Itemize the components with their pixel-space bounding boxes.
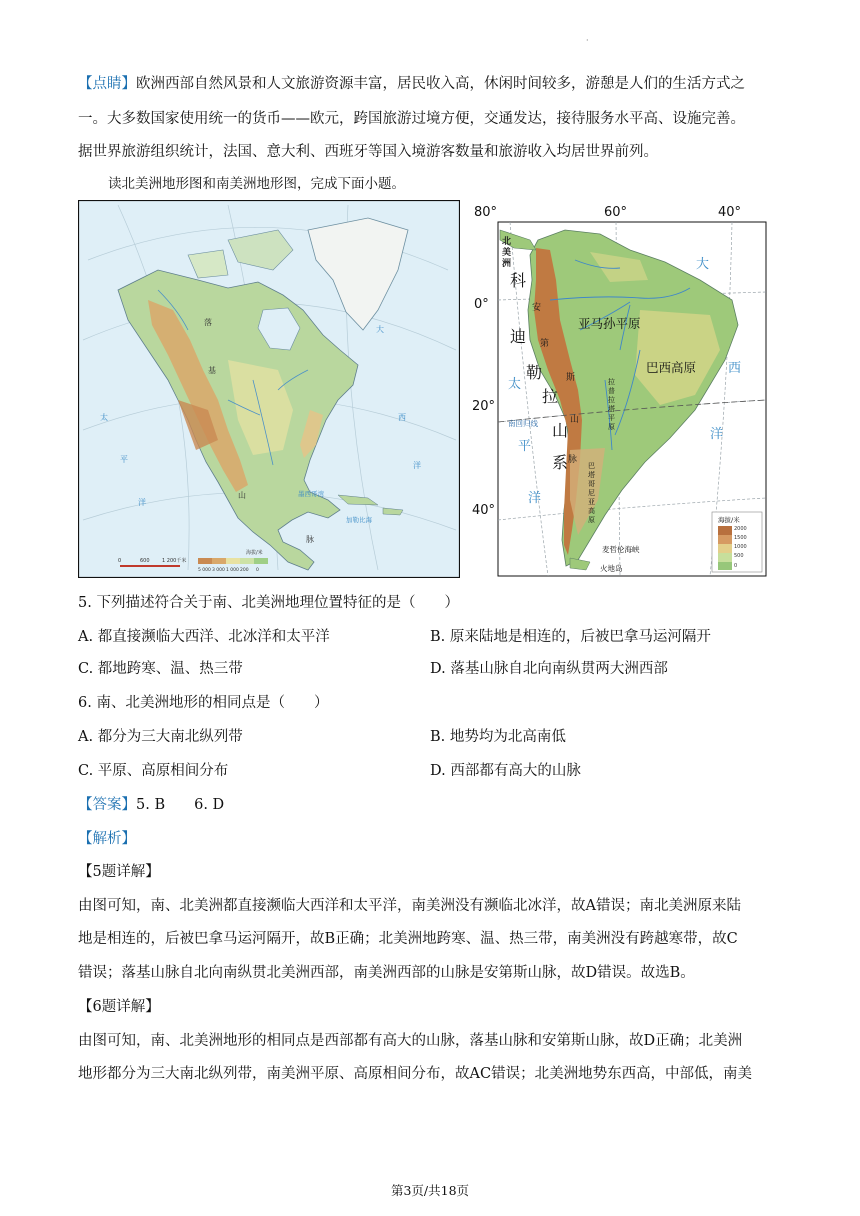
andes-1: 安 — [532, 303, 542, 313]
q6-stem: 6. 南、北美洲地形的相同点是（ ） — [78, 695, 329, 711]
dianjing-line-2: 一。大多数国家使用统一的货币——欧元，跨国旅游过境方便，交通发达，接待服务水平高、设施完善。 — [78, 111, 745, 127]
na-scale-1200: 1 200千米 — [162, 558, 187, 564]
cordillera-3: 勒 — [526, 363, 543, 382]
na-label-2: 美 — [502, 248, 512, 258]
north-america-map — [78, 200, 460, 582]
q6-option-d: D. 西部都有高大的山脉 — [430, 763, 581, 779]
rocky-label-1: 落 — [204, 318, 212, 327]
sa-pacific-1: 太 — [508, 377, 522, 392]
na-gulf: 墨西哥湾 — [298, 490, 324, 498]
na-pacific-2: 平 — [120, 455, 128, 464]
q5-detail-line-3: 错误；落基山脉自北向南纵贯北美洲西部，南美洲西部的山脉是安第斯山脉，故D错误。故选B。 — [78, 965, 695, 981]
rocky-label-3: 山 — [238, 491, 246, 500]
laplata-6: 原 — [608, 423, 615, 431]
lat-40: 40° — [472, 503, 496, 518]
dianjing-text-1: 欧洲西部自然风景和人文旅游资源丰富，居民收入高，休闲时间较多，游憩是人们的生活方式之 — [136, 76, 745, 92]
rocky-label-4: 脉 — [306, 535, 314, 544]
lat-20: 20° — [472, 399, 496, 414]
q5-detail-line-2: 地是相连的，后被巴拿马运河隔开，故B正确；北美洲地跨寒、温、热三带，南美洲没有跨越寒带，故C — [78, 931, 738, 947]
cordillera-5: 山 — [552, 421, 569, 440]
sa-atlantic-3: 洋 — [710, 427, 724, 442]
q5-detail-tag: 【5题详解】 — [78, 864, 160, 880]
patagonia-3: 哥 — [588, 480, 595, 488]
na-legend-200: 200 — [240, 568, 249, 573]
answer-line — [78, 795, 224, 815]
laplata-1: 拉 — [608, 378, 615, 386]
amazon-label: 亚马孙平原 — [578, 316, 641, 331]
answer-text: 5. B 6. D — [136, 797, 225, 813]
intro-text: 读北美洲地形图和南美洲地形图，完成下面小题。 — [108, 176, 405, 192]
na-pacific-1: 太 — [100, 413, 108, 422]
na-scale-0: 0 — [118, 558, 122, 564]
q5-detail-line-1: 由图可知，南、北美洲都直接濒临大西洋和太平洋，南美洲没有濒临北冰洋，故A错误；南北美洲原来陆 — [78, 898, 741, 914]
q6-option-b: B. 地势均为北高南低 — [430, 729, 566, 745]
cordillera-1: 科 — [510, 271, 527, 290]
q6-detail-tag: 【6题详解】 — [78, 999, 160, 1015]
andes-4: 山 — [570, 415, 580, 425]
sa-pacific-2: 平 — [518, 439, 532, 454]
na-label-1: 北 — [502, 237, 512, 247]
na-legend-title: 海拔/米 — [246, 550, 263, 556]
na-pacific-3: 洋 — [138, 498, 146, 507]
q6-detail-line-1: 由图可知，南、北美洲地形的相同点是西部都有高大的山脉，落基山脉和安第斯山脉，故D正确；北美洲 — [78, 1033, 743, 1049]
q6-option-c: C. 平原、高原相间分布 — [78, 763, 229, 779]
na-legend-1000: 1 000 — [226, 568, 239, 573]
lat-0: 0° — [474, 297, 489, 312]
laplata-4: 塔 — [608, 405, 615, 413]
rocky-label-2: 基 — [208, 366, 216, 375]
brazil-label: 巴西高原 — [646, 360, 697, 375]
sa-legend-1000: 1000 — [734, 544, 747, 550]
magellan-label: 麦哲伦海峡 — [602, 545, 640, 554]
q5-stem: 5. 下列描述符合关于南、北美洲地理位置特征的是（ ） — [78, 595, 459, 611]
patagonia-2: 塔 — [588, 471, 595, 479]
lon-80: 80° — [474, 205, 498, 220]
sa-legend-1500: 1500 — [734, 535, 747, 541]
sa-legend-0: 0 — [734, 563, 738, 569]
q6-option-a: A. 都分为三大南北纵列带 — [78, 729, 243, 745]
patagonia-4: 尼 — [588, 489, 595, 497]
na-label-3: 洲 — [502, 259, 512, 269]
sa-legend-title: 海拔/米 — [718, 516, 740, 524]
andes-3: 斯 — [566, 373, 576, 383]
na-caribbean: 加勒比海 — [346, 516, 372, 524]
cordillera-2: 迪 — [510, 327, 527, 346]
na-atlantic-2: 西 — [398, 413, 406, 422]
sa-atlantic-1: 大 — [696, 257, 710, 272]
q5-option-a: A. 都直接濒临大西洋、北冰洋和太平洋 — [78, 629, 330, 645]
patagonia-1: 巴 — [588, 462, 595, 470]
patagonia-5: 亚 — [588, 498, 595, 506]
south-america-map — [470, 200, 770, 584]
q5-option-c: C. 都地跨寒、温、热三带 — [78, 661, 243, 677]
sa-legend-500: 500 — [734, 553, 744, 559]
header-dot: · — [586, 36, 589, 45]
na-scale-600: 600 — [140, 558, 150, 564]
laplata-5: 平 — [608, 414, 615, 422]
lon-60: 60° — [604, 205, 628, 220]
laplata-3: 拉 — [608, 396, 615, 404]
q5-option-b: B. 原来陆地是相连的，后被巴拿马运河隔开 — [430, 629, 711, 645]
dianjing-tag: 【点睛】 — [78, 76, 136, 92]
q5-option-d: D. 落基山脉自北向南纵贯两大洲西部 — [430, 661, 668, 677]
na-atlantic-1: 大 — [376, 325, 384, 334]
answer-tag: 【答案】 — [78, 797, 136, 813]
sa-legend-2000: 2000 — [734, 526, 747, 532]
dianjing-line-3: 据世界旅游组织统计，法国、意大利、西班牙等国入境游客数量和旅游收入均居世界前列。 — [78, 144, 658, 160]
patagonia-6: 高 — [588, 507, 595, 515]
na-legend-0: 0 — [256, 568, 259, 573]
lon-40: 40° — [718, 205, 742, 220]
tropic-label: 南回归线 — [508, 419, 538, 428]
analysis-tag: 【解析】 — [78, 831, 136, 847]
andes-5: 脉 — [568, 455, 578, 465]
sa-legend — [712, 512, 762, 572]
dianjing-line-1 — [78, 74, 745, 94]
na-legend-3000: 3 000 — [212, 568, 225, 573]
tierra-label: 火地岛 — [600, 564, 623, 573]
andes-2: 第 — [540, 339, 550, 349]
laplata-2: 普 — [608, 387, 615, 395]
patagonia-7: 原 — [588, 516, 595, 524]
na-atlantic-3: 洋 — [413, 461, 421, 470]
cordillera-4: 拉 — [542, 387, 559, 406]
sa-pacific-3: 洋 — [528, 491, 542, 506]
sa-atlantic-2: 西 — [728, 361, 742, 376]
q6-detail-line-2: 地形都分为三大南北纵列带，南美洲平原、高原相间分布，故AC错误；北美洲地势东西高，中部低，南美 — [78, 1066, 753, 1082]
page-number: 第3页/共18页 — [390, 1183, 470, 1198]
na-legend-5000: 5 000 — [198, 568, 211, 573]
cordillera-6: 系 — [552, 453, 569, 472]
